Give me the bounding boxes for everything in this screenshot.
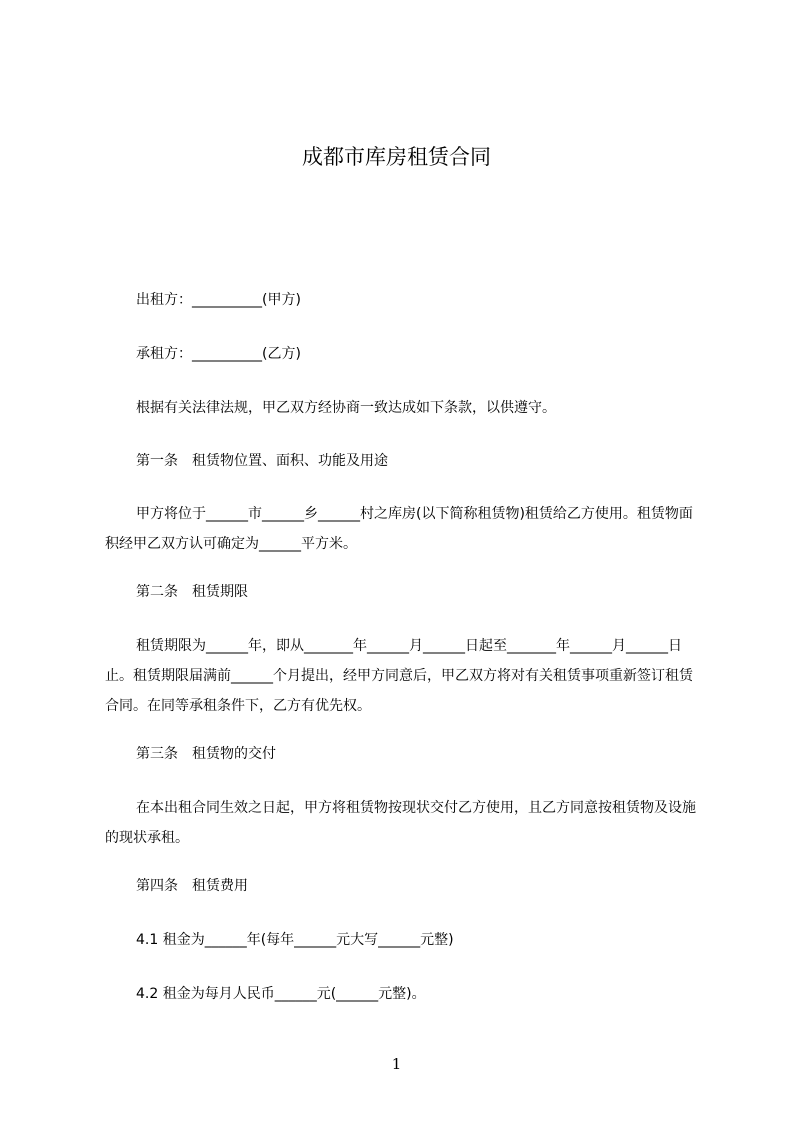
article-2-heading: 第二条 租赁期限 [136,584,248,600]
lessee-line: 承租方：__________(乙方) [136,346,301,362]
clause-4-2: 4.2 租金为每月人民币______元(______元整)。 [136,986,426,1002]
document-title: 成都市库房租赁合同 [302,145,491,169]
clause-4-1: 4.1 租金为______年(每年______元大写______元整) [136,932,454,948]
lessor-line: 出租方：__________(甲方) [136,292,301,308]
page-number: 1 [391,1055,402,1073]
article-2-body: 租赁期限为______年，即从_______年______月______日起至_______年______月______日止。租赁期限届满前______个月提出，经甲方同意后，甲乙双方将对有关租赁事项重新签订租赁合同。在同等承租条件下，乙方有优先权。 [105,638,693,714]
article-4-heading: 第四条 租赁费用 [136,878,248,894]
article-1-heading: 第一条 租赁物位置、面积、功能及用途 [136,453,388,469]
article-3-heading: 第三条 租赁物的交付 [136,746,276,762]
preamble: 根据有关法律法规，甲乙双方经协商一致达成如下条款，以供遵守。 [136,400,556,416]
article-3-body: 在本出租合同生效之日起，甲方将租赁物按现状交付乙方使用，且乙方同意按租赁物及设施的现状承租。 [105,800,696,846]
article-1-body: 甲方将位于______市______乡______村之库房(以下简称租赁物)租赁给乙方使用。租赁物面积经甲乙双方认可确定为______平方米。 [105,506,693,552]
